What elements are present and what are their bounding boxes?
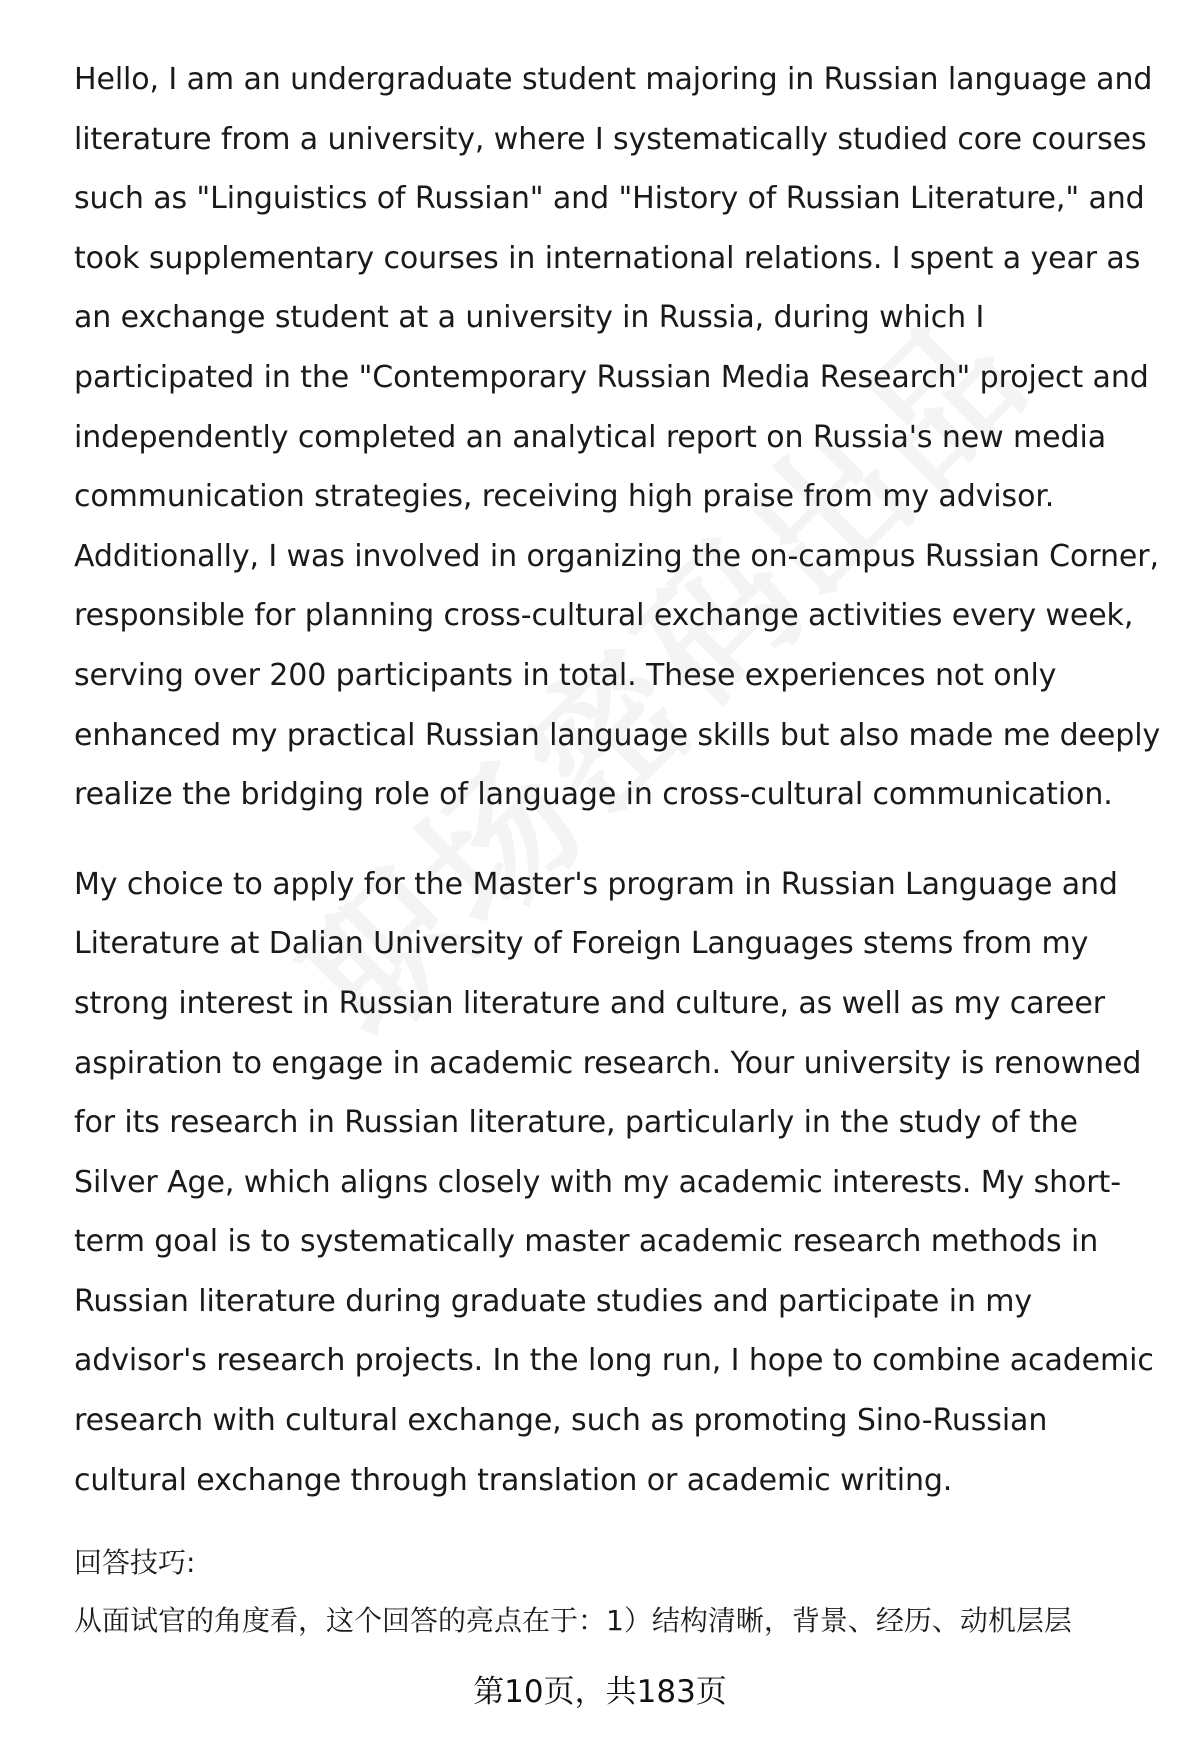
page-number: 第10页，共183页 [473,1674,727,1710]
paragraph-background: Hello, I am an undergraduate student majoring in Russian language and literature from a university, where I systematically studied core courses such as "Linguistics of Russian" and "History of Russian Literature," and took supplementary courses in international relations. I spent a year as an exchange student at a university in Russia, during which I participated in the "Contemporary Russian Media Research" project and independently completed an analytical report on Russia's new media communication strategies, receiving high praise from my advisor. Additionally, I was involved in organizing the on-campus Russian Corner, responsible for planning cross-cultural exchange activities every week, serving over 200 participants in total. These experiences not only enhanced my practical Russian language skills but also made me deeply realize the bridging role of language in cross-cultural communication. [74,62,1161,813]
tips-text: 从面试官的角度看，这个回答的亮点在于：1）结构清晰，背景、经历、动机层层 [74,1604,1072,1638]
paragraph-motivation: My choice to apply for the Master's program in Russian Language and Literature at Dalian University of Foreign Languages stems from my strong interest in Russian literature and culture, as well as my career aspiration to engage in academic research. Your university is renowned for its research in Russian literature, particularly in the study of the Silver Age, which aligns closely with my academic interests. My short-term goal is to systematically master academic research methods in Russian literature during graduate studies and participate in my advisor's research projects. In the long run, I hope to combine academic research with cultural exchange, such as promoting Sino-Russian cultural exchange through translation or academic writing. [74,866,1154,1498]
tips-heading: 回答技巧: [74,1546,196,1580]
document-body [74,50,1164,1650]
